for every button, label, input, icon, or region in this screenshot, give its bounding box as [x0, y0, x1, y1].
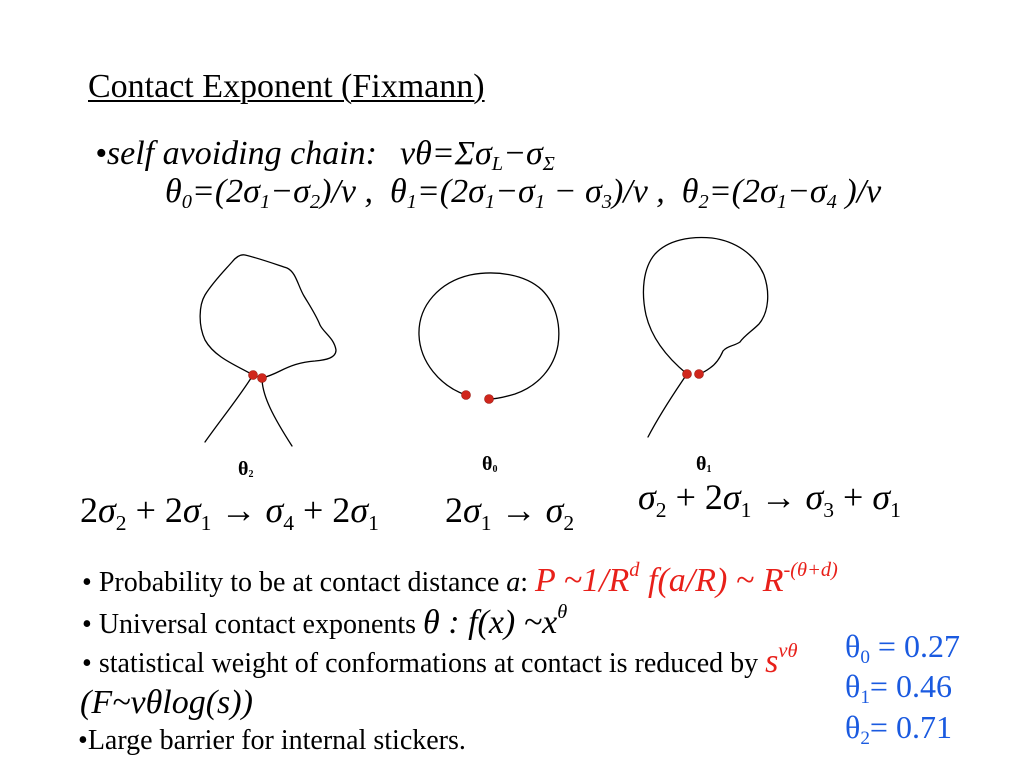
math-text: s [765, 642, 779, 680]
subscript: 0 [860, 646, 870, 668]
subscript: Σ [542, 152, 555, 175]
slide-title: Contact Exponent (Fixmann) [88, 67, 485, 105]
distance-variable: a [506, 566, 521, 598]
math-text: P ~1/R [535, 561, 630, 599]
bullet-universal-exponents [82, 600, 568, 641]
math-text: + 2 [126, 490, 183, 530]
chain-curve [419, 273, 559, 399]
math-text: θ [238, 458, 249, 480]
subscript: 4 [826, 190, 837, 213]
bullet: • [82, 647, 92, 679]
bullet-probability [82, 558, 838, 599]
math-text: → [751, 477, 806, 517]
math-variable: σ [98, 490, 116, 530]
math-text: −σ [503, 134, 543, 172]
diagram-theta0 [419, 273, 559, 404]
chain-curve [643, 238, 767, 437]
bullet: • [82, 608, 92, 640]
superscript: d [629, 558, 640, 581]
math-variable: σ [805, 477, 824, 517]
weight-formula [765, 639, 798, 680]
probability-formula [535, 558, 838, 599]
diagram-label-theta2 [238, 459, 253, 479]
free-energy-formula: (F~νθlog(s)) [80, 683, 253, 721]
subscript: 2 [563, 510, 575, 535]
exponent-value-theta0 [845, 628, 960, 668]
contact-dot [462, 391, 471, 400]
subscript: 1 [200, 510, 212, 535]
chain-label: self avoiding chain: [106, 134, 377, 172]
subscript: 4 [283, 510, 294, 535]
math-text: θ [845, 709, 861, 745]
subscript: 2 [309, 190, 321, 213]
diagram-label-theta0 [482, 454, 497, 474]
math-variable: σ [722, 477, 741, 517]
subscript: 2 [248, 468, 254, 480]
subscript: 3 [601, 190, 612, 213]
math-text: νθ=Σσ [400, 134, 492, 172]
bullet-text: Universal contact exponents [98, 608, 417, 640]
bullet: • [82, 566, 92, 598]
diagram-theta2 [200, 255, 336, 446]
reaction-theta2 [80, 490, 379, 535]
math-text: −σ [786, 172, 827, 210]
subscript: 1 [706, 463, 712, 475]
exponent-value-theta2 [845, 709, 952, 749]
math-text: = 0.27 [869, 628, 960, 664]
bullet-barrier [78, 724, 466, 756]
math-variable: σ [463, 490, 481, 530]
subscript: 1 [259, 190, 271, 213]
diagram-label-theta1 [696, 454, 711, 474]
subscript: 1 [480, 510, 492, 535]
exponent-value-theta1 [845, 668, 952, 708]
bullet-statistical-weight [82, 639, 798, 680]
math-text: =(2σ [708, 172, 777, 210]
subscript: 3 [823, 497, 834, 522]
bullet: • [95, 134, 107, 172]
math-text: θ [845, 668, 861, 704]
chain-definition [95, 134, 377, 172]
subscript: 1 [368, 510, 379, 535]
subscript: 1 [484, 190, 496, 213]
scaling-formula [423, 600, 568, 641]
math-text: )/ν [836, 172, 882, 210]
contact-dot [258, 374, 267, 383]
math-text: −σ [495, 172, 535, 210]
math-text: θ : f(x) ~x [423, 603, 558, 641]
math-text: = 0.46 [869, 668, 952, 704]
subscript: 1 [534, 190, 546, 213]
subscript: 1 [860, 686, 870, 708]
subscript: 2 [860, 727, 870, 749]
subscript: 1 [406, 190, 417, 213]
superscript: θ [557, 600, 568, 623]
math-text: −σ [270, 172, 310, 210]
subscript: 2 [698, 190, 709, 213]
bullet-text: Large barrier for internal stickers. [87, 724, 466, 756]
reaction-theta0 [445, 490, 575, 535]
math-variable: σ [265, 490, 284, 530]
bullet-text: statistical weight of conformations at contact is reduced by [98, 647, 759, 679]
math-text: θ [482, 453, 493, 475]
math-text: 2 [445, 490, 463, 530]
math-text: − σ [545, 172, 602, 210]
math-variable: σ [545, 490, 564, 530]
subscript: 2 [115, 510, 127, 535]
superscript: νθ [778, 639, 798, 662]
math-variable: σ [350, 490, 369, 530]
subscript: 1 [890, 497, 901, 522]
contact-exponent-definitions [165, 172, 882, 213]
contact-dot [249, 371, 258, 380]
contact-dot [683, 370, 692, 379]
contact-dot [695, 370, 704, 379]
superscript: -(θ+d) [783, 558, 838, 581]
bullet-text: Probability to be at contact distance [98, 566, 500, 598]
subscript: 1 [740, 497, 752, 522]
math-text: θ [696, 453, 707, 475]
chain-diagrams [180, 225, 780, 455]
subscript: 1 [776, 190, 787, 213]
bullet: • [78, 724, 88, 756]
math-text: f(a/R) ~ R [639, 561, 784, 599]
math-text: + [834, 477, 873, 517]
subscript: L [491, 152, 504, 175]
math-text: 2 [80, 490, 98, 530]
math-text: )/ν , θ [611, 172, 699, 210]
math-text: )/ν , θ [320, 172, 407, 210]
math-text: θ [165, 172, 182, 210]
reaction-theta1 [638, 477, 901, 522]
colon: : [520, 566, 529, 598]
math-variable: σ [182, 490, 201, 530]
math-variable: σ [638, 477, 656, 517]
math-text: =(2σ [416, 172, 485, 210]
math-text: + 2 [666, 477, 723, 517]
math-text: =(2σ [191, 172, 260, 210]
diagram-theta1 [643, 238, 767, 437]
subscript: 0 [492, 463, 498, 475]
math-text: θ [845, 628, 861, 664]
math-text: + 2 [294, 490, 351, 530]
subscript: 0 [181, 190, 192, 213]
math-text: → [491, 490, 546, 530]
math-text: = 0.71 [869, 709, 952, 745]
math-variable: σ [872, 477, 891, 517]
contact-dot [485, 395, 494, 404]
chain-curve [200, 255, 336, 446]
subscript: 2 [655, 497, 667, 522]
chain-relation-formula [400, 134, 555, 175]
math-text: → [211, 490, 266, 530]
